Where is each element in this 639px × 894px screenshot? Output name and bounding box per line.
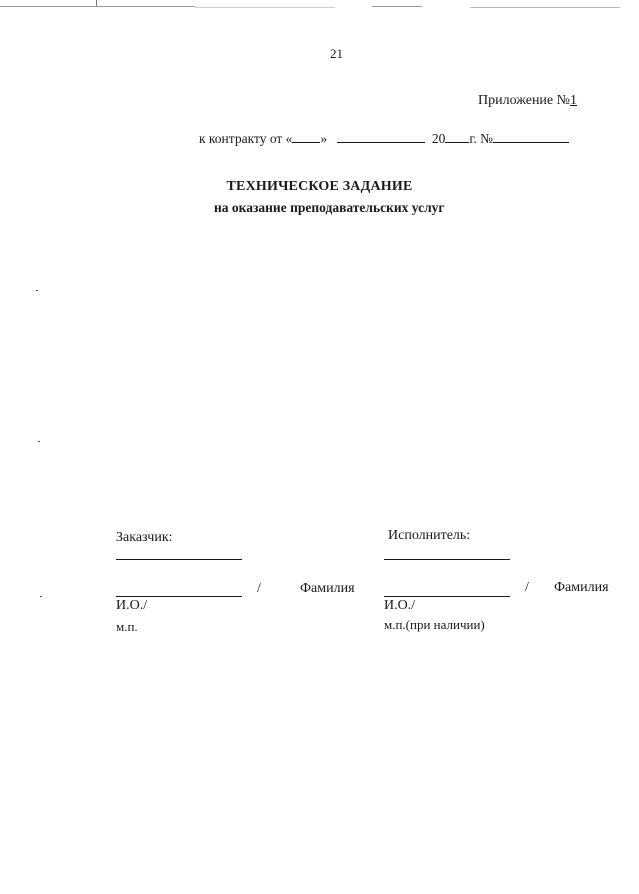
contractor-label: Исполнитель: [388,528,471,543]
day-blank [292,130,320,143]
margin-mark [40,596,42,597]
scan-edge-tick [96,0,97,6]
contract-prefix: к контракту от « [199,131,293,146]
contract-close-quote: » [320,131,328,146]
contractor-signature-line [384,596,510,597]
customer-signature-line [116,596,242,597]
customer-separator: / [257,581,261,596]
margin-mark [36,290,38,291]
scan-edge-line [372,6,422,7]
customer-line-1 [116,559,242,560]
contractor-surname: Фамилия [554,580,609,595]
year-suffix: г. № [469,131,494,146]
annex-number: 1 [570,93,577,108]
annex-heading [478,93,577,109]
annex-label: Приложение № [478,93,570,108]
page-number: 21 [330,46,343,61]
customer-label: Заказчик: [116,530,173,545]
scan-edge-line [470,7,620,8]
contractor-separator: / [525,580,529,595]
contractor-line-1 [384,559,510,560]
document-subtitle: на оказание преподавательских услуг [214,200,445,215]
month-blank [337,130,425,143]
contractor-initials: И.О./ [384,598,416,613]
margin-mark [38,441,40,442]
document-title: ТЕХНИЧЕСКОЕ ЗАДАНИЕ [226,179,413,194]
customer-initials: И.О./ [116,598,148,613]
customer-surname: Фамилия [300,581,355,596]
contract-line [199,130,569,147]
scan-edge-line [195,7,335,8]
contract-number-blank [493,130,569,143]
scan-edge-line [0,6,195,7]
customer-stamp: м.п. [116,619,138,634]
contractor-stamp: м.п.(при наличии) [384,617,485,632]
year-prefix: 20 [431,131,446,146]
year-blank [445,130,469,143]
